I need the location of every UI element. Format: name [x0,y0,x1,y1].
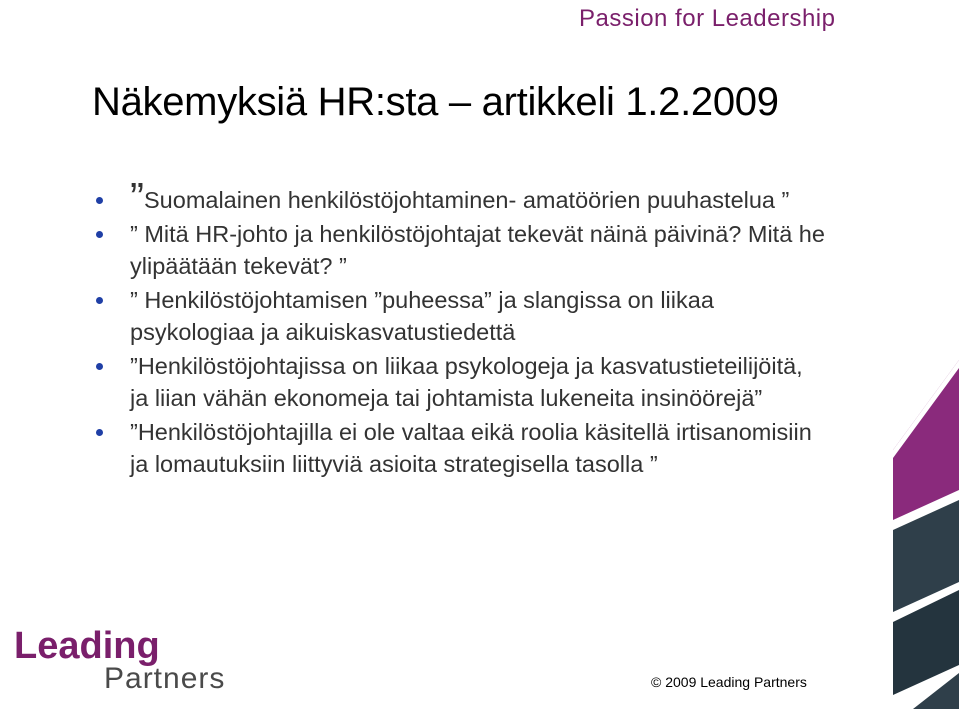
bullet-item-4 [92,350,827,414]
tagline-text: Passion for Leadership [579,5,836,32]
bullet-dot-icon [96,363,103,370]
bullet-dot-icon [96,429,103,436]
bullet-item-2 [92,218,827,282]
logo-leading-text: Leading [14,625,160,667]
copyright-text: © 2009 Leading Partners [651,674,807,690]
bullet-item-3 [92,284,827,348]
bullet-item-5 [92,416,827,480]
bullet-dot-icon [96,197,103,204]
opening-quote-mark: ” [130,174,144,221]
bullet-text: ”Henkilöstöjohtajissa on liikaa psykologeja ja kasvatustieteilijöitä, ja liian vähän ekonomeja tai johtamista lukeneita insinöörejä” [130,353,803,411]
bullet-list [92,174,827,482]
bullet-text: Suomalainen henkilöstöjohtaminen- amatöörien puuhastelua ” [144,187,790,213]
passion-for-leadership-tagline [579,4,929,32]
logo-partners-text: Partners [104,662,226,694]
leading-partners-logo [12,624,272,694]
bullet-dot-icon [96,297,103,304]
decorative-stripes-graphic [879,360,959,709]
bullet-item-1 [92,174,827,221]
bullet-dot-icon [96,231,103,238]
slide-title: Näkemyksiä HR:sta – artikkeli 1.2.2009 [92,80,779,124]
bullet-text: ”Henkilöstöjohtajilla ei ole valtaa eikä roolia käsitellä irtisanomisiin ja lomautuksiin liittyviä asioita strategisella tasolla ” [130,419,812,477]
bullet-text: ” Mitä HR-johto ja henkilöstöjohtajat tekevät näinä päivinä? Mitä he ylipäätään tekevät? ” [130,221,825,279]
bullet-text: ” Henkilöstöjohtamisen ”puheessa” ja slangissa on liikaa psykologiaa ja aikuiskasvatustiedettä [130,287,714,345]
